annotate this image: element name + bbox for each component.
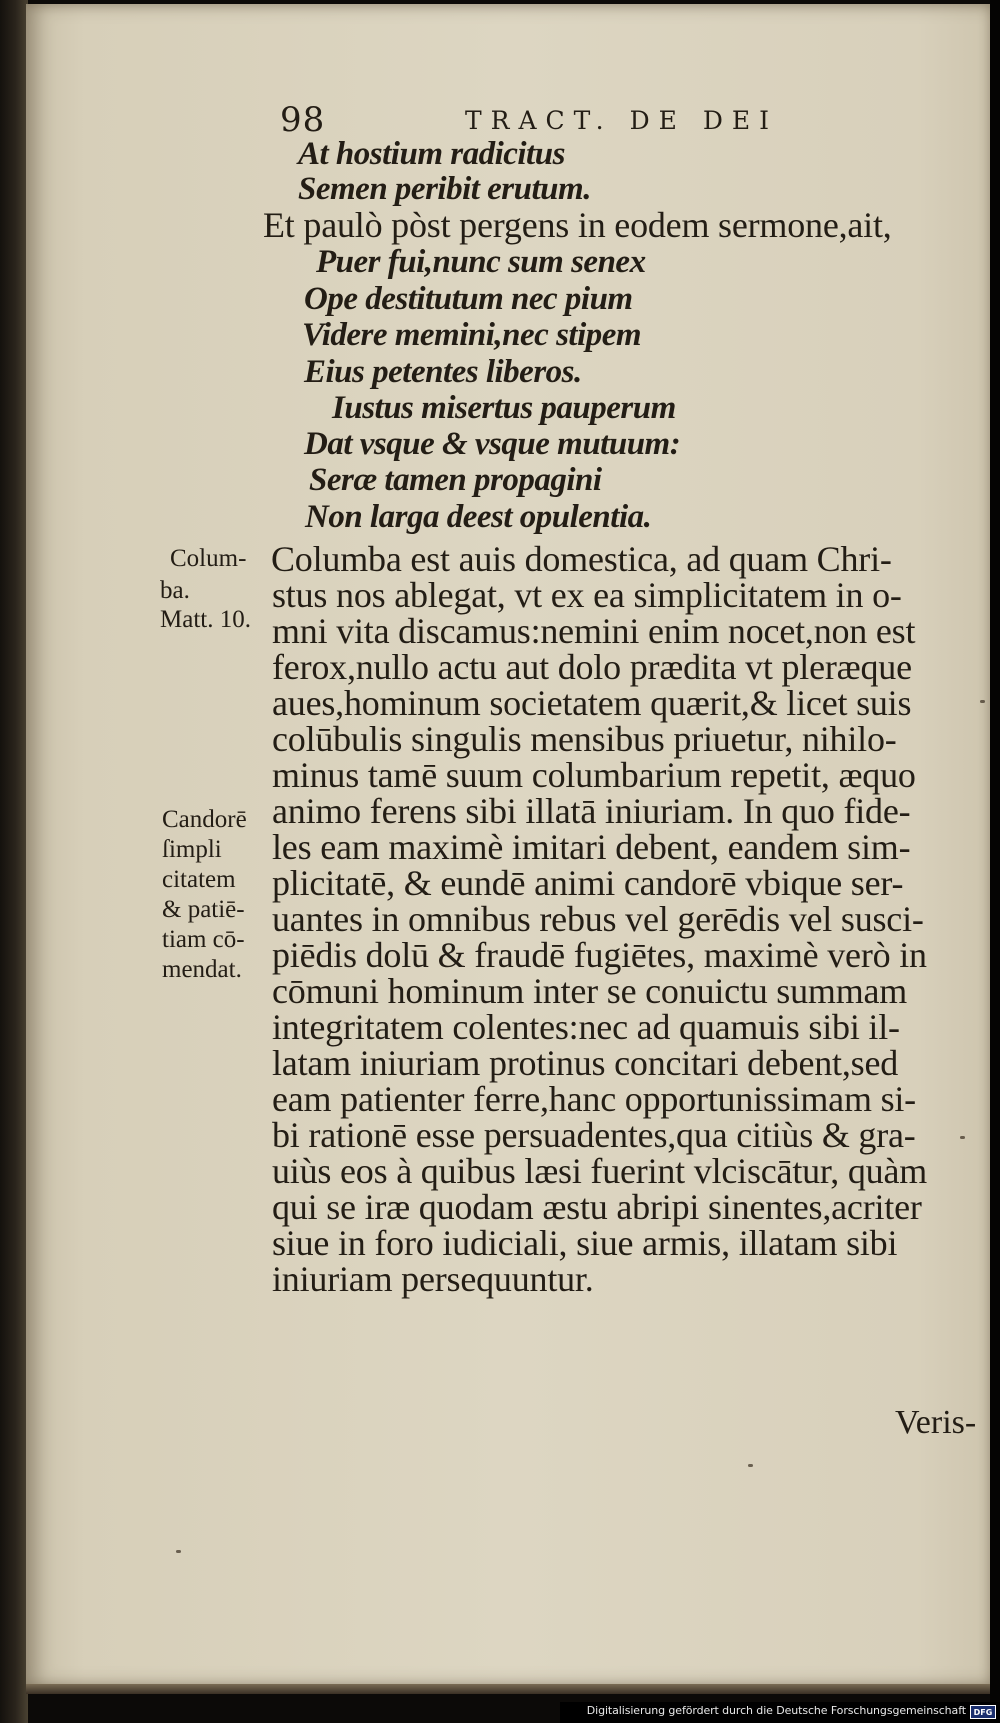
body-line: iniuriam persequuntur. (272, 1259, 594, 1299)
marginal-note: Matt. 10. (160, 606, 251, 633)
body-line: bi rationē esse persuadentes,qua citiùs & gra- (272, 1115, 916, 1155)
marginal-note: ſimpli (162, 836, 222, 863)
body-line: mni vita discamus:nemini enim nocet,non est (272, 611, 916, 651)
verse-line: Videre memini,nec stipem (302, 317, 642, 353)
marginal-note: citatem (162, 866, 236, 893)
body-line: ferox,nullo actu aut dolo prædita vt pleræque (272, 647, 912, 687)
paper-speck (176, 1550, 181, 1553)
dfg-logo: DFG (970, 1705, 996, 1719)
body-line: piēdis dolū & fraudē fugiētes, maximè verò in (272, 935, 927, 975)
paper-speck (980, 700, 985, 703)
verse-line: Dat vsque & vsque mutuum: (304, 426, 681, 462)
body-line: stus nos ablegat, vt ex ea simplicitatem in o- (272, 575, 902, 615)
marginal-note: ba. (160, 577, 190, 604)
scan-border (990, 0, 1000, 1723)
digitization-credit: Digitalisierung gefördert durch die Deutsche Forschungsgemeinschaft (586, 1704, 966, 1717)
body-line: colūbulis singulis mensibus priuetur, nihilo- (272, 719, 897, 759)
body-line: animo ferens sibi illatā iniuriam. In quo fide- (272, 791, 911, 831)
paper-speck (748, 1464, 753, 1467)
running-head: TRACT. DE DEI (465, 106, 778, 135)
body-line: minus tamē suum columbarium repetit, æquo (272, 755, 916, 795)
verse-line: Puer fui,nunc sum senex (316, 244, 646, 280)
page-number: 98 (280, 100, 326, 140)
marginal-note: tiam cō- (162, 926, 245, 953)
body-line: les eam maximè imitari debent, eandem sim- (272, 827, 911, 867)
catchword: Veris- (895, 1404, 977, 1441)
marginal-note: mendat. (162, 956, 242, 983)
body-line: cōmuni hominum inter se conuictu summam (272, 971, 908, 1011)
verse-line: Iustus misertus pauperum (332, 390, 676, 426)
body-line: siue in foro iudiciali, siue armis, illatam sibi (272, 1223, 898, 1263)
verse-line: Semen peribit erutum. (298, 171, 591, 207)
marginal-note: Candorē (162, 806, 247, 833)
paper-speck (960, 1136, 965, 1139)
verse-line: Seræ tamen propagini (309, 462, 602, 498)
verse-line: Ope destitutum nec pium (304, 281, 633, 317)
body-line: eam patienter ferre,hanc opportunissimam si- (272, 1079, 916, 1119)
body-line: uantes in omnibus rebus vel gerēdis vel susci- (272, 899, 924, 939)
page-edge (26, 1684, 994, 1694)
transition-line: Et paulò pòst pergens in eodem sermone,ait, (263, 205, 892, 245)
body-line: Columba est auis domestica, ad quam Chri- (271, 539, 892, 579)
body-line: plicitatē, & eundē animi candorē vbique ser- (272, 863, 904, 903)
body-line: integritatem colentes:nec ad quamuis sibi il- (272, 1007, 900, 1047)
body-line: qui se iræ quodam æstu abripi sinentes,acriter (272, 1187, 922, 1227)
verse-line: At hostium radicitus (298, 136, 565, 172)
marginal-note: & patiē- (162, 896, 245, 923)
body-line: aues,hominum societatem quærit,& licet suis (272, 683, 912, 723)
book-gutter (0, 0, 28, 1723)
verse-line: Eius petentes liberos. (304, 354, 582, 390)
marginal-note: Colum- (170, 545, 247, 572)
body-line: latam iniuriam protinus concitari debent,sed (272, 1043, 899, 1083)
body-line: uiùs eos à quibus læsi fuerint vlciscātur, quàm (272, 1151, 928, 1191)
verse-line: Non larga deest opulentia. (305, 499, 652, 535)
